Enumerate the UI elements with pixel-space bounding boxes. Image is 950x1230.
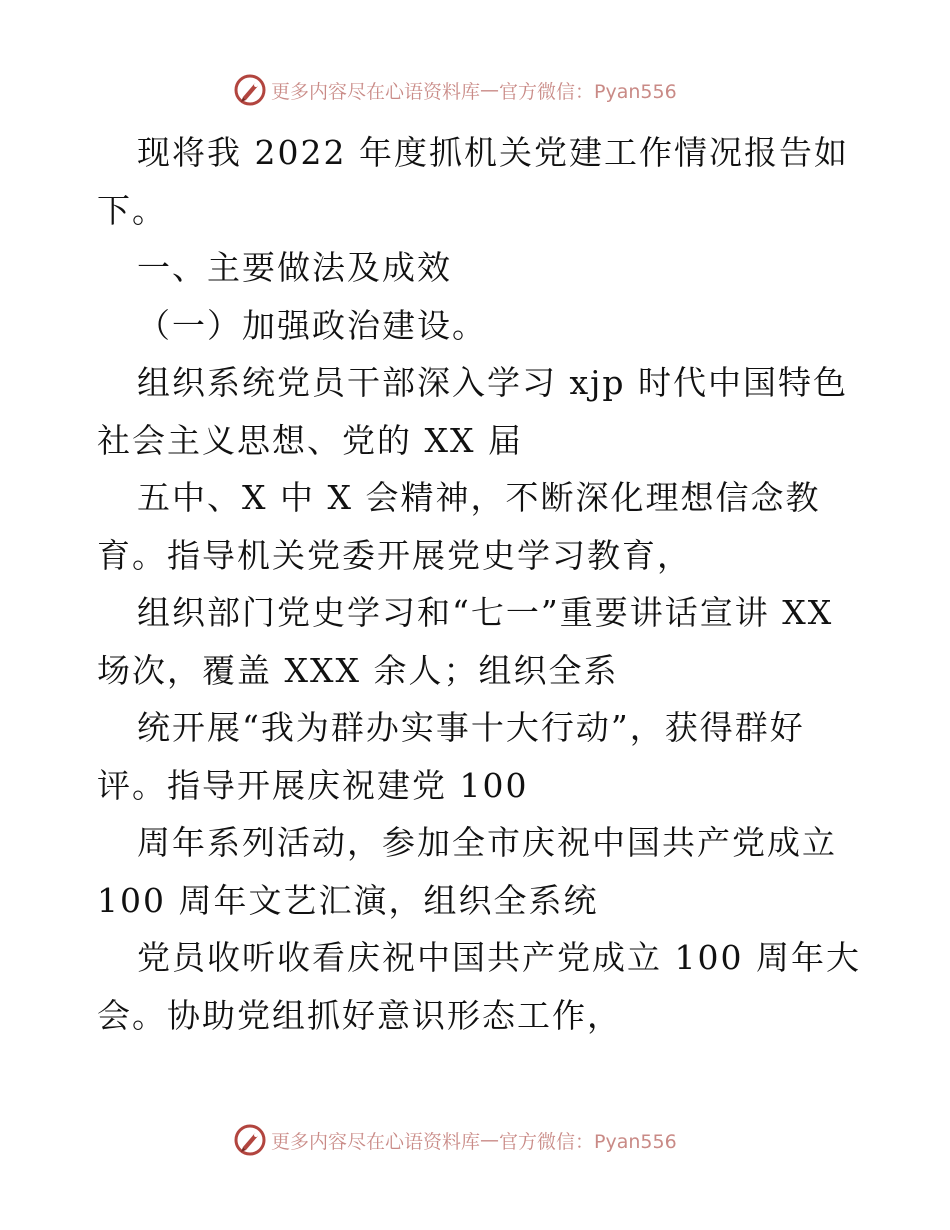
watermark-wechat: 官方微信：Pyan556	[499, 1130, 677, 1153]
paragraph-line: 100 周年文艺汇演，组织全系统	[97, 880, 599, 920]
subsection-heading: （一）加强政治建设。	[137, 305, 487, 345]
paragraph-line: 评。指导开展庆祝建党 100	[97, 765, 529, 805]
paragraph-line: 育。指导机关党委开展党史学习教育，	[97, 535, 692, 575]
paragraph-line: 会。协助党组抓好意识形态工作，	[97, 995, 622, 1035]
paragraph-line: 社会主义思想、党的 XX 届	[97, 420, 523, 460]
paragraph-line: 现将我 2022 年度抓机关党建工作情况报告如	[137, 133, 849, 172]
watermark-text: 更多内容尽在心语资料库	[271, 1130, 481, 1153]
pen-logo-icon	[233, 1123, 267, 1157]
paragraph-line: 场次，覆盖 XXX 余人；组织全系	[97, 650, 619, 690]
paragraph-line: 周年系列活动，参加全市庆祝中国共产党成立	[137, 823, 837, 862]
section-heading: 一、主要做法及成效	[137, 248, 452, 287]
watermark-separator: —	[480, 79, 500, 101]
paragraph-line: 五中、X 中 X 会精神，不断深化理想信念教	[137, 478, 821, 517]
watermark-text: 更多内容尽在心语资料库	[271, 80, 481, 103]
pen-logo-icon	[233, 73, 267, 107]
paragraph-line: 统开展“我为群办实事十大行动”，获得群好	[137, 708, 805, 747]
watermark-header	[233, 72, 677, 108]
document-body	[97, 124, 861, 1044]
watermark-wechat: 官方微信：Pyan556	[499, 80, 677, 103]
paragraph-line: 下。	[97, 190, 167, 230]
paragraph-line: 组织部门党史学习和“七一”重要讲话宣讲 XX	[137, 593, 834, 632]
paragraph-line: 组织系统党员干部深入学习 xjp 时代中国特色	[137, 363, 848, 402]
paragraph-line: 党员收听收看庆祝中国共产党成立 100 周年大	[137, 938, 861, 977]
watermark-separator: —	[480, 1129, 500, 1151]
watermark-footer	[233, 1122, 677, 1158]
